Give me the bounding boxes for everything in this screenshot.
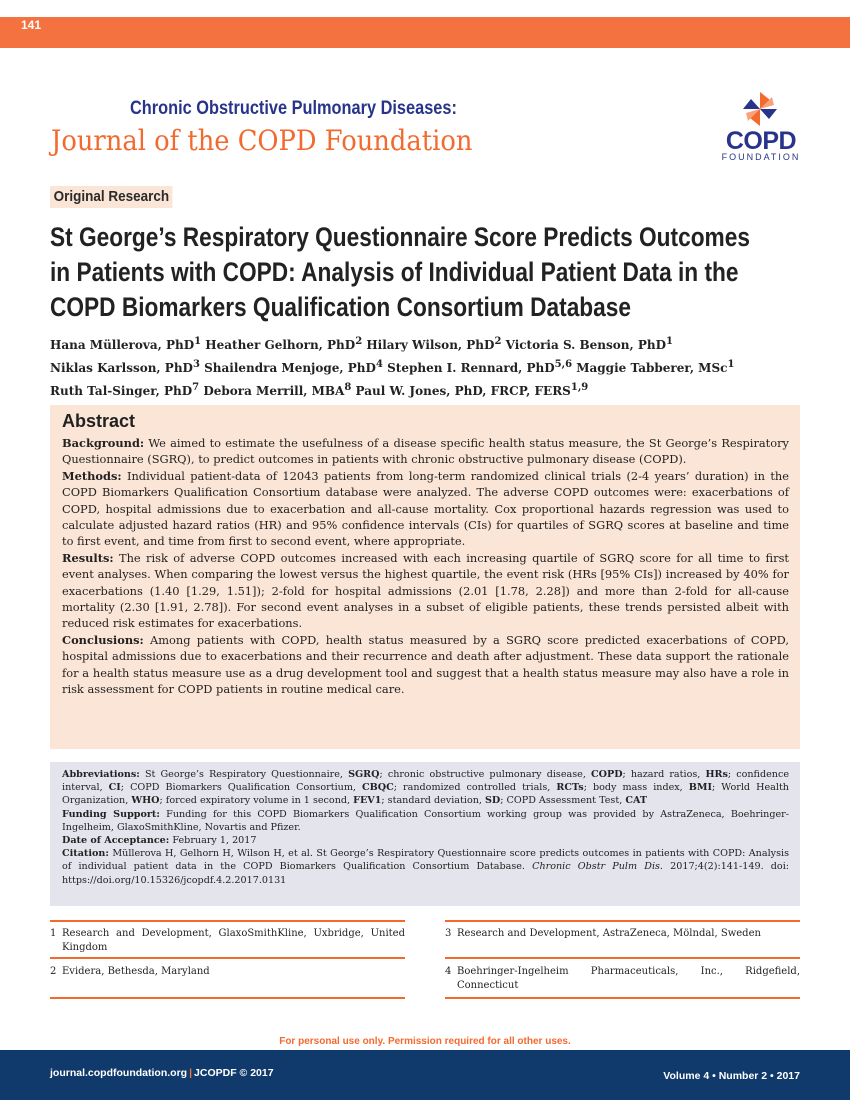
acceptance-date	[62, 834, 789, 847]
affiliation	[50, 927, 405, 955]
author-affiliation: 4	[375, 359, 383, 370]
section-text: We aimed to estimate the usefulness of a disease specific health status measure, the St George’s Respiratory Questionnaire (SGRQ), to predict outcomes in patients with chronic obstructive pulmonary disease (COPD).	[62, 436, 789, 467]
info-label: Abbreviations:	[62, 769, 140, 780]
abbreviation-definition: ; forced expiratory volume in 1 second,	[159, 795, 354, 807]
article-info-box	[50, 762, 800, 906]
abbreviation-term: RCTs	[556, 782, 584, 794]
author: Victoria S. Benson, PhD	[505, 338, 667, 352]
affiliation	[445, 965, 800, 993]
section-label: Background:	[62, 436, 145, 450]
footer-copyright: JCOPDF © 2017	[194, 1067, 274, 1079]
author-affiliation: 8	[344, 382, 352, 393]
abstract-conclusions	[62, 632, 789, 698]
affiliation	[50, 965, 405, 981]
author-line	[50, 332, 810, 355]
info-label: Date of Acceptance:	[62, 835, 170, 847]
logo-foundation: FOUNDATION	[721, 152, 801, 162]
journal-subtitle: Chronic Obstructive Pulmonary Diseases:	[130, 98, 457, 119]
divider	[50, 997, 405, 999]
title-line: COPD Biomarkers Qualification Consortium Database	[50, 292, 632, 322]
affiliation-number: 3	[445, 928, 452, 939]
footer-bar	[0, 1050, 850, 1086]
author-line	[50, 355, 810, 378]
footer-separator: |	[189, 1067, 193, 1079]
funding-text: Funding for this COPD Biomarkers Qualification Consortium working group was provided by AstraZeneca, Boehringer-Ingelheim, GlaxoSmithKline, Novartis and Pfizer.	[62, 808, 789, 833]
abbreviation-definition: ; randomized controlled trials,	[393, 782, 557, 794]
author: Hana Müllerova, PhD	[50, 338, 195, 352]
citation-text: Müllerova H, Gelhorn H, Wilson H, et al. St George’s Respiratory Questionnaire score predicts outcomes in patients with COPD: Analysis of individual patient data in the COPD Biomarkers Qualification Consortium Database.	[62, 848, 789, 873]
author-affiliation: 1	[727, 359, 735, 370]
author-list	[50, 332, 810, 401]
article-title	[50, 220, 750, 325]
footer-left	[50, 1067, 274, 1079]
author: Paul W. Jones, PhD, FRCP, FERS	[355, 384, 571, 398]
abbreviation-term: WHO	[131, 795, 160, 807]
author-affiliation: 1	[666, 336, 673, 347]
abbreviations-text	[62, 769, 789, 806]
section-label: Conclusions:	[62, 632, 144, 647]
info-label: Citation:	[62, 848, 109, 860]
author-affiliation: 3	[192, 359, 200, 370]
abbreviation-term: CAT	[625, 795, 648, 807]
abbreviation-definition: ; COPD Biomarkers Qualification Consortium,	[120, 782, 363, 794]
author: Shailendra Menjoge, PhD	[204, 361, 376, 375]
abbreviations	[62, 768, 789, 808]
title-line: in Patients with COPD: Analysis of Individual Patient Data in the	[50, 257, 739, 287]
author-affiliation: 2	[355, 336, 363, 347]
abbreviation-term: BMI	[688, 782, 712, 794]
footer-bottom-bar	[0, 1086, 850, 1100]
author-line	[50, 378, 810, 401]
journal-url-link[interactable]: journal.copdfoundation.org	[50, 1067, 188, 1079]
info-label: Funding Support:	[62, 808, 160, 820]
abbreviation-definition: ; confidence interval,	[62, 769, 789, 794]
abbreviation-term: SGRQ	[348, 769, 380, 780]
copd-foundation-logo	[716, 90, 806, 162]
author-affiliation: 1	[194, 336, 202, 347]
section-label: Results:	[62, 550, 114, 565]
divider	[445, 957, 800, 959]
author: Niklas Karlsson, PhD	[50, 361, 193, 375]
author: Debora Merrill, MBA	[203, 384, 345, 398]
pinwheel-icon	[740, 90, 780, 128]
abbreviation-term: SD	[485, 795, 501, 807]
affiliation-text: Research and Development, GlaxoSmithKline, Uxbridge, United Kingdom	[62, 928, 405, 953]
section-text: Among patients with COPD, health status measured by a SGRQ score predicted exacerbations of COPD, hospital admissions due to exacerbations and their recurrence and death after adjustment. These data support the rationale for a health status measure use as a drug development tool and suggest that a health status measure may also have a role in risk assessment for COPD patients in routine medical care.	[62, 632, 789, 697]
title-line: St George’s Respiratory Questionnaire Score Predicts Outcomes	[50, 222, 750, 252]
abbreviation-definition: ; hazard ratios,	[622, 769, 706, 780]
section-label: Methods:	[62, 468, 122, 483]
affiliation-number: 2	[50, 966, 57, 977]
permission-notice: For personal use only. Permission required for all other uses.	[279, 1036, 571, 1047]
affiliation-text: Boehringer-Ingelheim Pharmaceuticals, Inc., Ridgefield, Connecticut	[457, 966, 800, 991]
section-text: Individual patient-data of 12043 patients from long-term randomized clinical trials (2-4 years’ duration) in the COPD Biomarkers Qualification Consortium database were analyzed. The adverse COPD outcomes were: exacerbations of COPD, hospital admissions due to exacerbation and all-cause mortality. Cox proportional hazards regression was used to calculate adjusted hazard ratios (HR) and 95% confidence intervals (CIs) for quartiles of SGRQ scores at baseline and time to first event, and time from first to second event, where appropriate.	[62, 468, 789, 549]
abbreviation-definition: ; body mass index,	[583, 782, 689, 794]
author-affiliation: 7	[192, 382, 200, 393]
citation-doi[interactable]: 2017;4(2):141-149. doi: https://doi.org/10.15326/jcopdf.4.2.2017.0131	[62, 861, 789, 886]
citation-journal: Chronic Obstr Pulm Dis.	[532, 861, 663, 873]
abbreviation-definition: St George’s Respiratory Questionnaire,	[139, 769, 349, 780]
abstract-box	[50, 405, 800, 749]
acceptance-text: February 1, 2017	[169, 835, 257, 847]
abstract-body	[62, 435, 789, 698]
abbreviation-definition: ; standard deviation,	[381, 795, 485, 807]
abstract-results	[62, 550, 789, 632]
abbreviation-definition: ; chronic obstructive pulmonary disease,	[379, 769, 591, 780]
divider	[445, 997, 800, 999]
abbreviation-term: CI	[108, 782, 121, 794]
author-affiliation: 5,6	[554, 359, 573, 370]
author: Stephen I. Rennard, PhD	[387, 361, 555, 375]
abstract-methods	[62, 468, 789, 550]
abbreviation-definition: ; World Health Organization,	[62, 782, 789, 807]
author: Heather Gelhorn, PhD	[205, 338, 356, 352]
affiliation-text: Evidera, Bethesda, Maryland	[62, 966, 210, 977]
divider	[50, 957, 405, 959]
abbreviation-term: COPD	[590, 769, 623, 780]
section-text: The risk of adverse COPD outcomes increased with each increasing quartile of SGRQ score for all time to first event analyses. When comparing the lowest versus the highest quartile, the event risk (HRs [95% CIs]) increased by 40% for exacerbations (1.40 [1.29, 1.51]); 2-fold for hospital admissions (2.01 [1.78, 2.28]) and more than 2-fold for all-cause mortality (2.30 [1.91, 2.78]). For second event analyses in a subset of eligible patients, these trends persisted albeit with reduced risk estimates for exacerbations.	[62, 550, 789, 631]
divider	[445, 920, 800, 922]
author: Ruth Tal-Singer, PhD	[50, 384, 193, 398]
citation	[62, 847, 789, 887]
author-affiliation: 1,9	[570, 382, 589, 393]
journal-title: Journal of the COPD Foundation	[51, 124, 473, 157]
funding	[62, 808, 789, 834]
logo-word: COPD	[725, 127, 797, 155]
author: Hilary Wilson, PhD	[366, 338, 495, 352]
footer-volume: Volume 4 • Number 2 • 2017	[663, 1070, 800, 1082]
affiliation-number: 4	[445, 966, 452, 977]
abbreviation-term: FEV1	[353, 795, 382, 807]
abstract-heading: Abstract	[62, 411, 136, 431]
article-type-badge: Original Research	[50, 186, 173, 208]
divider	[50, 920, 405, 922]
author: Maggie Tabberer, MSc	[576, 361, 728, 375]
abstract-background	[62, 435, 789, 468]
abbreviation-term: CBQC	[362, 782, 394, 794]
abbreviation-term: HRs	[705, 769, 728, 780]
abbreviation-definition: ; COPD Assessment Test,	[500, 795, 626, 807]
page-number: 141	[21, 18, 42, 32]
affiliation	[445, 927, 800, 943]
top-banner	[0, 17, 850, 48]
info-body	[62, 768, 789, 887]
affiliation-number: 1	[50, 928, 57, 939]
affiliation-text: Research and Development, AstraZeneca, Mölndal, Sweden	[457, 928, 761, 939]
author-affiliation: 2	[494, 336, 502, 347]
